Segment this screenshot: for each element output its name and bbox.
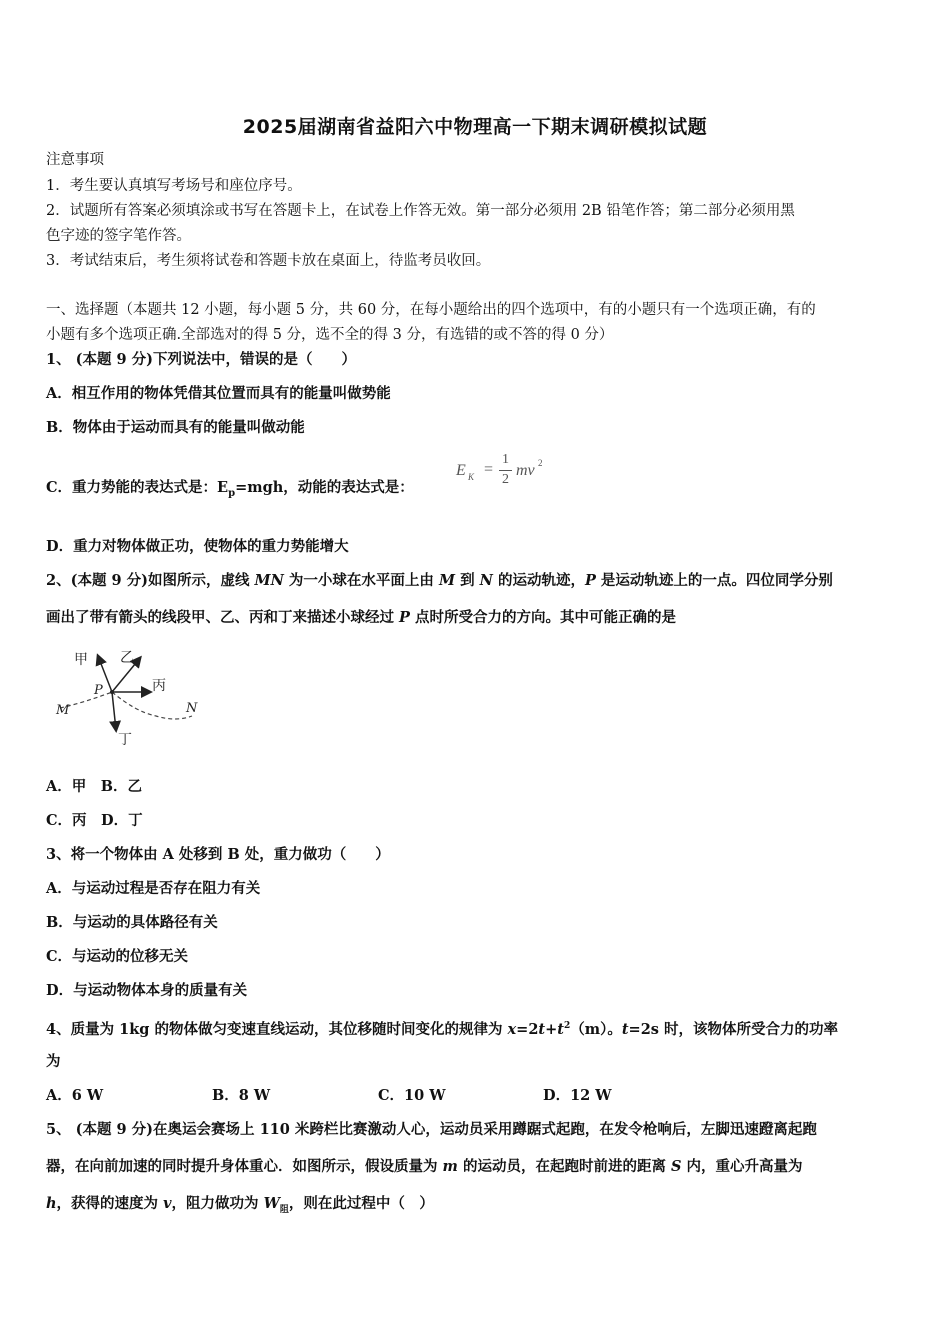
q4-sup: 2 [563, 1021, 571, 1031]
notice-item: 2．试题所有答案必须填涂或书写在答题卡上，在试卷上作答无效。第一部分必须用 2B 铅笔作答；第二部分必须用黑 [46, 203, 795, 219]
q5-text: ，阻力做功为 [171, 1195, 264, 1212]
notice-heading: 注意事项 [46, 152, 104, 168]
q5-text: ，则在此过程中（ ） [288, 1195, 434, 1212]
q2-text: 点时所受合力的方向。其中可能正确的是 [409, 609, 676, 626]
label-jia: 甲 [74, 652, 88, 668]
formula-lhs: E [456, 462, 466, 479]
q3-option-c: C．与运动的位移无关 [46, 948, 189, 965]
q2-var: P [399, 609, 410, 626]
q2-var: MN [254, 572, 284, 589]
q2-stem-line2 [46, 606, 908, 630]
q4-var: t [557, 1020, 564, 1038]
q2-options-ab: A．甲 B．乙 [46, 778, 143, 795]
q5-var: h [46, 1195, 57, 1212]
q1-stem: 1、 (本题 9 分)下列说法中，错误的是（ ） [46, 351, 357, 368]
q3-option-d: D．与运动物体本身的质量有关 [46, 982, 248, 999]
notice-item: 1．考生要认真填写考场号和座位序号。 [46, 178, 302, 194]
q4-text: + [545, 1020, 558, 1038]
q1-option-b: B．物体由于运动而具有的能量叫做动能 [46, 419, 305, 436]
q5-var: m [442, 1158, 458, 1175]
label-n: N [186, 701, 198, 716]
formula-rhs: mv [516, 462, 535, 479]
q1-option-a: A．相互作用的物体凭借其位置而具有的能量叫做势能 [46, 385, 391, 402]
q1-c-sub: p [228, 487, 236, 499]
formula-num: 1 [502, 452, 509, 467]
label-yi: 乙 [120, 650, 134, 666]
q4-text: 4、质量为 1kg 的物体做匀变速直线运动，其位移随时间变化的规律为 [46, 1020, 508, 1038]
label-bing: 丙 [152, 678, 166, 694]
q4-stem-line1 [46, 1014, 908, 1042]
q2-var: P [584, 572, 596, 589]
q4-option-d: D．12 W [543, 1087, 612, 1104]
q2-text: 的运动轨迹， [492, 572, 585, 589]
q5-var: W [263, 1195, 280, 1212]
q4-text: （m）。 [570, 1020, 622, 1038]
fraction-bar [499, 470, 512, 471]
q4-var: t [621, 1020, 629, 1038]
q5-var: v [163, 1195, 172, 1212]
trajectory-dashed-right [112, 692, 192, 719]
q1-c-prefix: C．重力势能的表达式是：E [46, 479, 229, 496]
q2-text: 画出了带有箭头的线段甲、乙、丙和丁来描述小球经过 [46, 609, 400, 626]
label-ding: 丁 [118, 732, 132, 748]
formula-sup: 2 [538, 458, 543, 468]
force-direction-diagram [46, 642, 216, 752]
q3-stem: 3、将一个物体由 A 处移到 B 处，重力做功（ ） [46, 846, 390, 863]
q2-text: 到 [455, 572, 480, 589]
q4-text: =2 [516, 1020, 539, 1038]
q5-sub: 阻 [279, 1204, 289, 1215]
q4-stem-line2: 为 [46, 1053, 61, 1070]
formula-sub: K [468, 472, 475, 482]
q2-text: 是运动轨迹上的一点。四位同学分别 [595, 572, 833, 589]
label-m: M [56, 703, 70, 718]
q5-stem-line3 [46, 1192, 908, 1222]
q1-option-c [46, 476, 908, 506]
label-p: P [94, 683, 103, 698]
arrow-ding [112, 692, 116, 730]
q4-var: t [538, 1020, 546, 1038]
q5-text: 器，在向前加速的同时提升身体重心．如图所示，假设质量为 [46, 1158, 443, 1175]
q2-text: 2、(本题 9 分)如图所示，虚线 [46, 572, 255, 589]
formula-eq: = [484, 461, 494, 478]
notice-item: 色字迹的签字笔作答。 [46, 228, 191, 244]
q4-option-a: A．6 W [46, 1087, 104, 1104]
q1-c-mid: =mgh，动能的表达式是： [235, 479, 414, 496]
section-instructions: 一、选择题（本题共 12 小题，每小题 5 分，共 60 分，在每小题给出的四个选项中，有的小题只有一个选项正确，有的 [46, 302, 816, 318]
q4-option-c: C．10 W [378, 1087, 446, 1104]
q4-var: x [507, 1020, 517, 1038]
section-instructions: 小题有多个选项正确.全部选对的得 5 分，选不全的得 3 分，有选错的或不答的得 0 分） [46, 327, 614, 343]
q2-text: 为一小球在水平面上由 [283, 572, 439, 589]
formula-den: 2 [502, 472, 509, 487]
q4-text: =2s 时，该物体所受合力的功率 [628, 1020, 838, 1038]
q2-var: N [479, 572, 493, 589]
q5-stem-line2 [46, 1155, 908, 1179]
notice-item: 3．考试结束后，考生须将试卷和答题卡放在桌面上，待监考员收回。 [46, 253, 491, 269]
q3-option-b: B．与运动的具体路径有关 [46, 914, 218, 931]
q2-var: M [438, 572, 456, 589]
point-p [110, 690, 114, 694]
q2-options-cd: C．丙 D．丁 [46, 812, 143, 829]
q3-option-a: A．与运动过程是否存在阻力有关 [46, 880, 261, 897]
q4-option-b: B．8 W [212, 1087, 271, 1104]
q5-text: 的运动员，在起跑时前进的距离 [457, 1158, 671, 1175]
q5-text: ，获得的速度为 [56, 1195, 164, 1212]
q5-text: 内，重心升高量为 [681, 1158, 803, 1175]
q5-stem-line1: 5、 (本题 9 分)在奥运会赛场上 110 米跨栏比赛激动人心，运动员采用蹲踞式起跑，在发令枪响后，左脚迅速蹬离起跑 [46, 1121, 817, 1138]
q1-option-d: D．重力对物体做正功，使物体的重力势能增大 [46, 538, 349, 555]
page-title: 2025届湖南省益阳六中物理高一下期末调研模拟试题 [242, 116, 708, 138]
q2-stem-line1 [46, 569, 908, 593]
q5-var: S [671, 1158, 682, 1175]
